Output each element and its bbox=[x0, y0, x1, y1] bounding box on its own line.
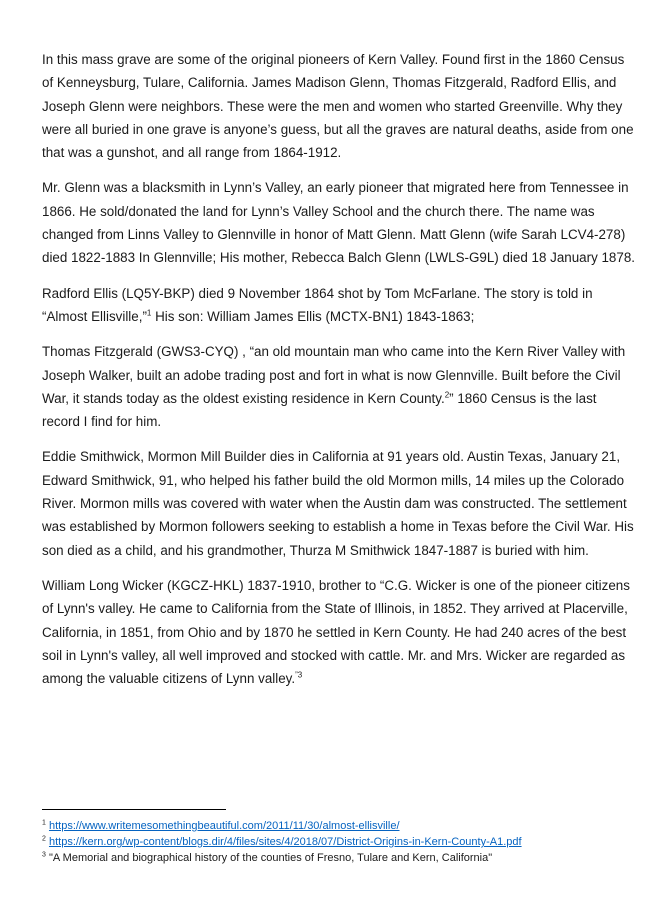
footnote-marker: 3 bbox=[42, 851, 46, 859]
paragraph-radford-ellis bbox=[42, 282, 638, 329]
footnote-separator bbox=[42, 809, 226, 810]
footnote-2 bbox=[42, 834, 642, 850]
paragraph-mass-grave: In this mass grave are some of the original pioneers of Kern Valley. Found first in the 1860 Census of Kenneysburg, Tulare, California. James Madison Glenn, Thomas Fitzgerald, Radford Ellis, and Joseph Glenn were neighbors. These were the men and women who started Greenville. Why they were all buried in one grave is anyone’s guess, but all the graves are natural deaths, aside from one that was a gunshot, and all range from 1864-1912. bbox=[42, 52, 634, 161]
paragraph-text: ” 1860 Census is the last record I find for him. bbox=[42, 390, 597, 430]
paragraph-matt-glenn: Mr. Glenn was a blacksmith in Lynn’s Valley, an early pioneer that migrated here from Tennessee in 1866. He sold/donated the land for Lynn’s Valley School and the church there. The name was changed from Linns Valley to Glennville in honor of Matt Glenn. Matt Glenn (wife Sarah LCV4-278) died 1822-1883 In Glennville; His mother, Rebecca Balch Glenn (LWLS-G9L) died 18 January 1878. bbox=[42, 180, 635, 266]
paragraph-text: William Long Wicker (KGCZ-HKL) 1837-1910, brother to “C.G. Wicker is one of the pioneer citizens of Lynn's valley. He came to California from the State of Illinois, in 1852. They arrived at Placerville, California, in 1851, from Ohio and by 1870 he settled in Kern County. He had 240 acres of the best soil in Lynn's valley, all well improved and stocked with cattle. Mr. and Mrs. Wicker are regarded as among the valuable citizens of Lynn valley. bbox=[42, 577, 630, 687]
footnote-1 bbox=[42, 818, 642, 834]
footnote-3 bbox=[42, 850, 642, 866]
footnote-marker: 1 bbox=[42, 819, 46, 827]
footnote-reference-1[interactable]: 1 bbox=[146, 308, 152, 318]
paragraph-text: Thomas Fitzgerald (GWS3-CYQ) , “an old mountain man who came into the Kern River Valley with Joseph Walker, built an adobe trading post and fort in what is now Glennville. Built before the Civil War, it stands today as the oldest existing residence in Kern County. bbox=[42, 344, 626, 406]
paragraph-william-wicker bbox=[42, 574, 638, 690]
paragraph-text: Radford Ellis (LQ5Y-BKP) died 9 November 1864 shot by Tom McFarlane. The story is told in “Almost Ellisville,” bbox=[42, 285, 593, 324]
paragraph-text: His son: William James Ellis (MCTX-BN1) 1843-1863; bbox=[151, 308, 475, 324]
footnote-text-3: "A Memorial and biographical history of the counties of Fresno, Tulare and Kern, California" bbox=[48, 852, 493, 864]
footnote-link-1[interactable]: https://www.writemesomethingbeautiful.com/2011/11/30/almost-ellisville/ bbox=[48, 820, 400, 832]
footnotes bbox=[42, 818, 642, 866]
footnote-link-2[interactable]: https://kern.org/wp-content/blogs.dir/4/files/sites/4/2018/07/District-Origins-in-Kern-County-A1.pdf bbox=[48, 836, 522, 848]
document-body bbox=[42, 48, 638, 702]
paragraph-thomas-fitzgerald bbox=[42, 340, 638, 433]
footnote-marker: 2 bbox=[42, 835, 46, 843]
footnote-reference-2[interactable]: 2 bbox=[444, 390, 450, 400]
footnote-reference-3[interactable]: ”3 bbox=[295, 670, 303, 680]
paragraph-eddie-smithwick: Eddie Smithwick, Mormon Mill Builder dies in California at 91 years old. Austin Texas, January 21, Edward Smithwick, 91, who helped his father build the old Mormon mills, 14 miles up the Colorado River. Mormon mills was covered with water when the Austin dam was constructed. The settlement was established by Mormon followers seeking to establish a home in Texas before the Civil War. His son died as a child, and his grandmother, Thurza M Smithwick 1847-1887 is buried with him. bbox=[42, 449, 634, 558]
